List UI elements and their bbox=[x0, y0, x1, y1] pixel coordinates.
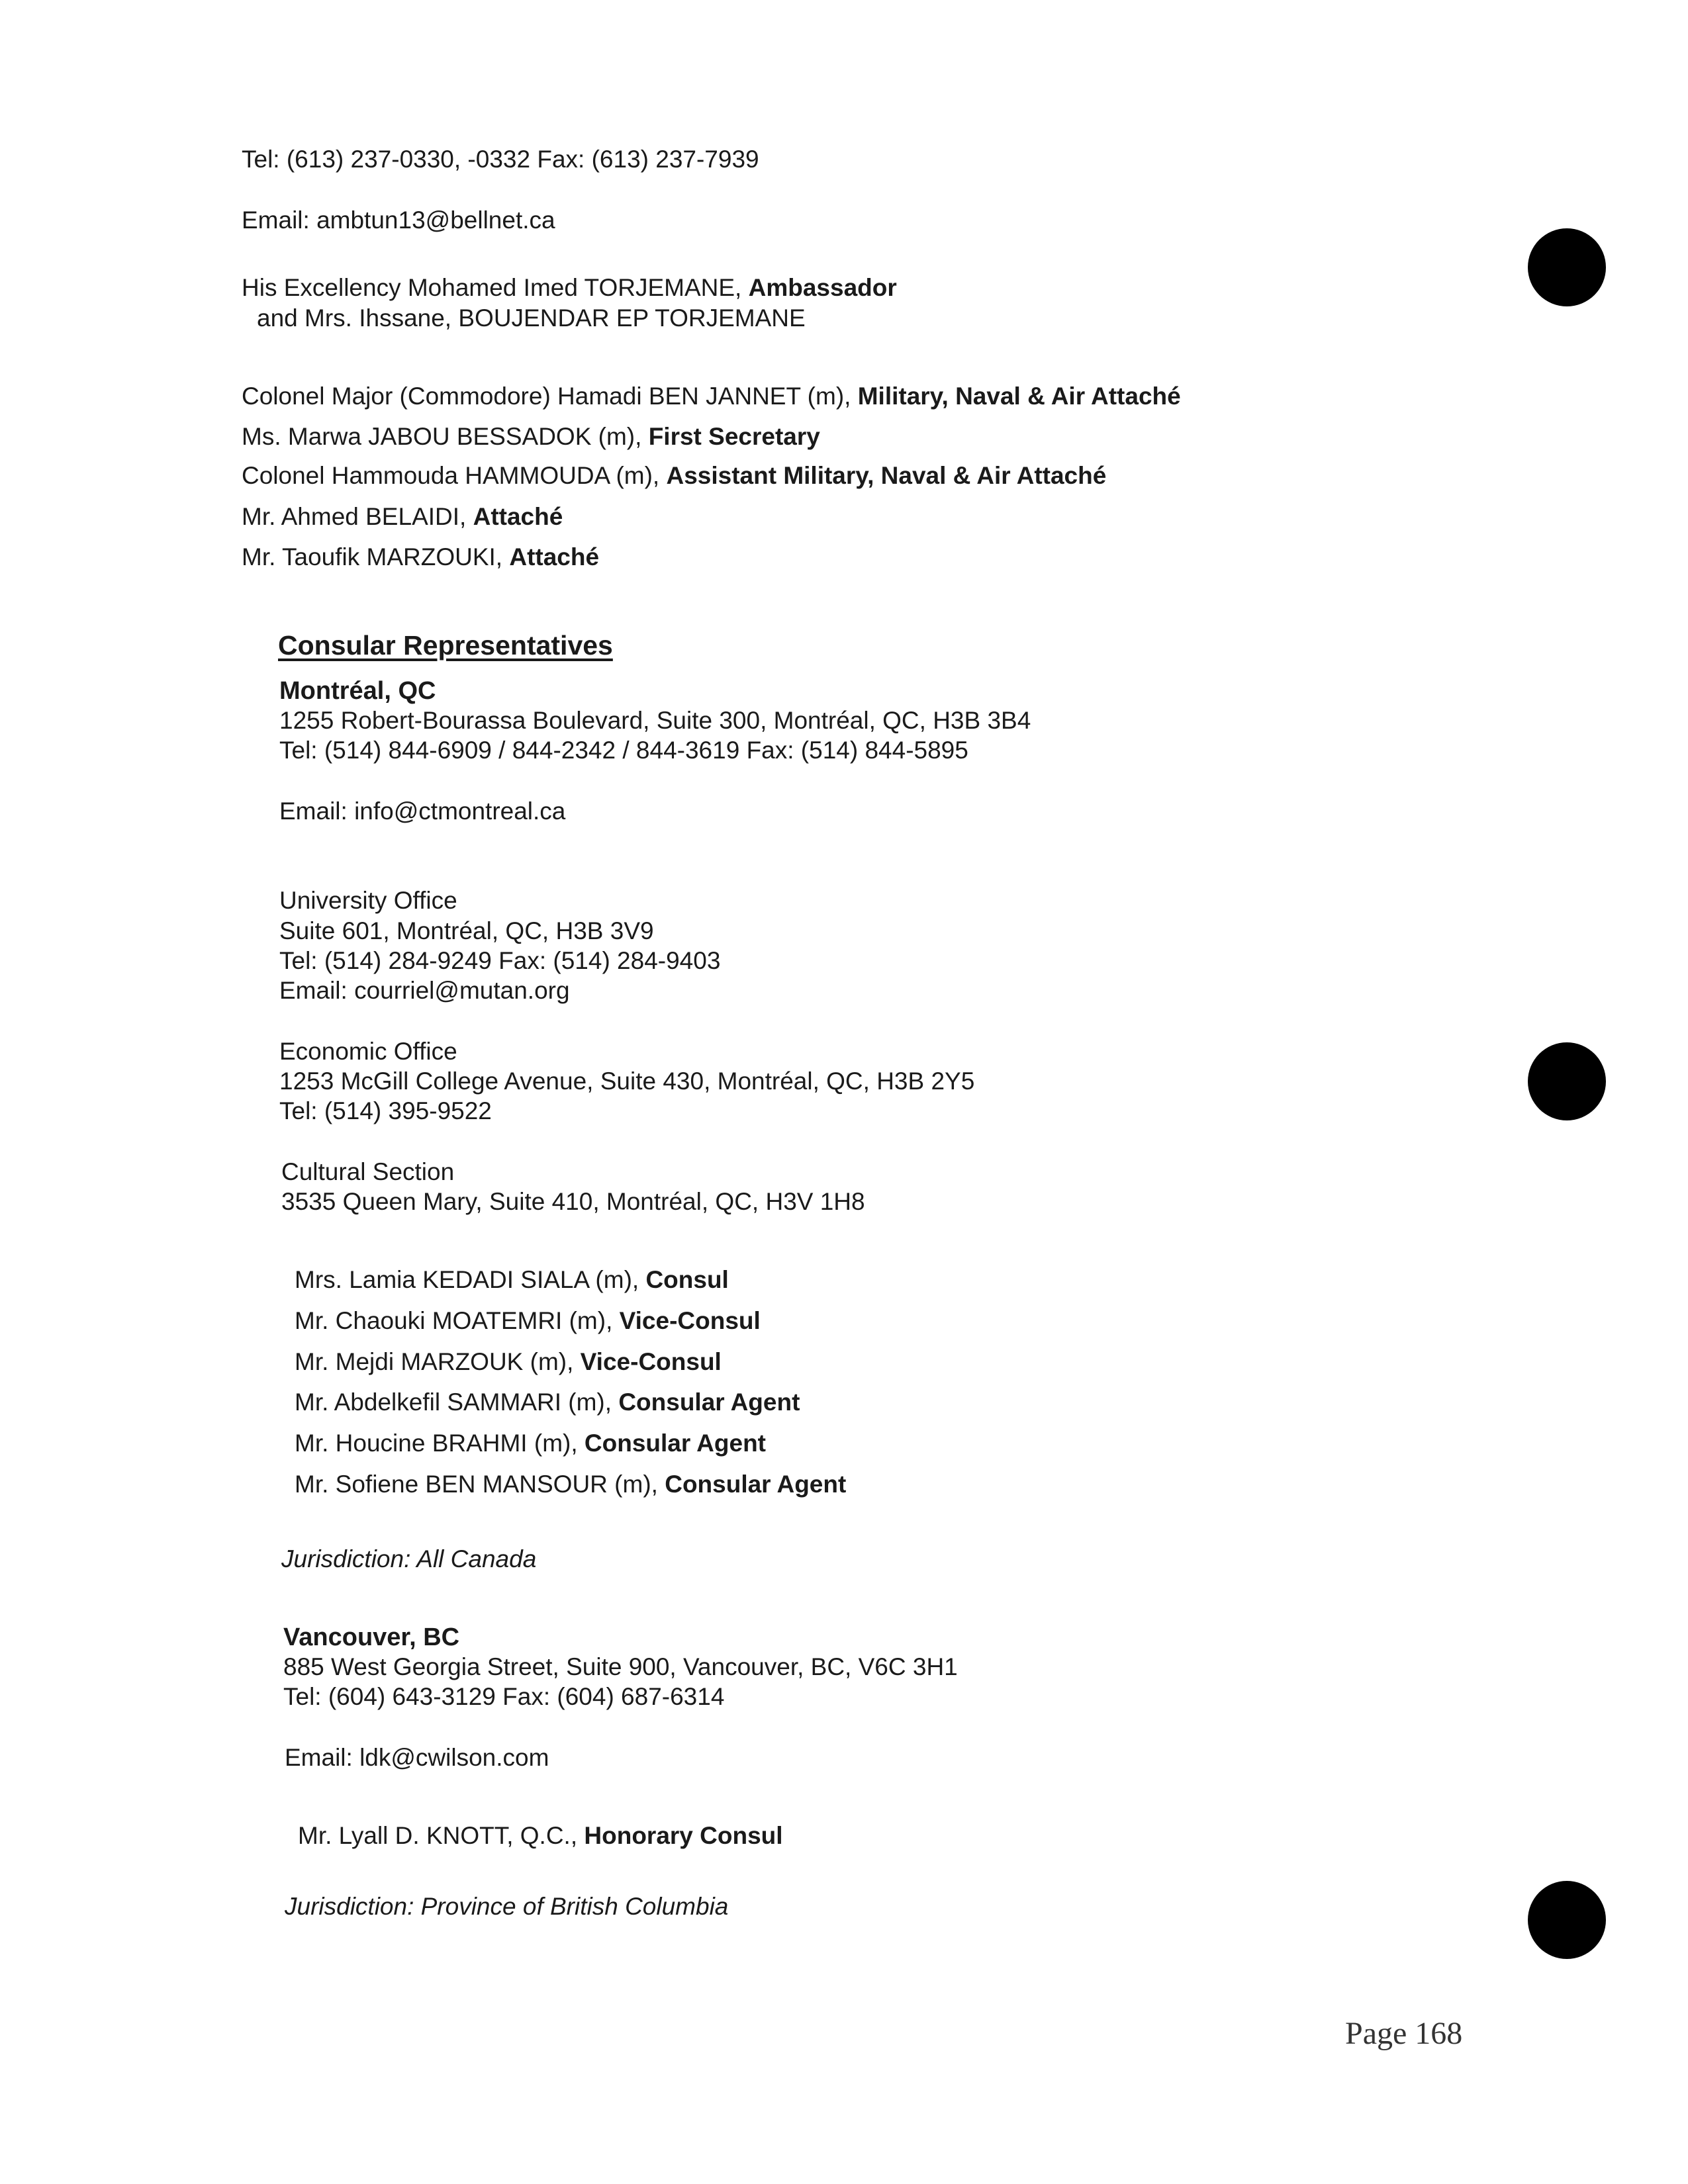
embassy-staff-line: Mr. Ahmed BELAIDI, Attaché bbox=[242, 503, 563, 530]
ambassador-title: Ambassador bbox=[748, 274, 897, 301]
vancouver-address: 885 West Georgia Street, Suite 900, Vancouver, BC, V6C 3H1 bbox=[283, 1653, 958, 1680]
punch-hole-top bbox=[1528, 228, 1606, 306]
montreal-staff-line: Mr. Houcine BRAHMI (m), Consular Agent bbox=[295, 1430, 766, 1457]
montreal-staff-line: Mr. Sofiene BEN MANSOUR (m), Consular Agent bbox=[295, 1471, 847, 1498]
embassy-email: Email: ambtun13@bellnet.ca bbox=[242, 206, 555, 234]
punch-hole-bottom bbox=[1528, 1881, 1606, 1959]
montreal-city: Montréal, QC bbox=[279, 677, 436, 705]
embassy-staff-line: Mr. Taoufik MARZOUKI, Attaché bbox=[242, 543, 600, 570]
embassy-tel: Tel: (613) 237-0330, -0332 Fax: (613) 237-7939 bbox=[242, 146, 759, 173]
embassy-staff-line: Colonel Hammouda HAMMOUDA (m), Assistant Military, Naval & Air Attaché bbox=[242, 462, 1107, 489]
cultural-section-address: 3535 Queen Mary, Suite 410, Montréal, QC, H3V 1H8 bbox=[281, 1188, 865, 1215]
university-office-name: University Office bbox=[279, 887, 457, 914]
vancouver-jurisdiction: Jurisdiction: Province of British Columbia bbox=[285, 1893, 729, 1920]
vancouver-email: Email: ldk@cwilson.com bbox=[285, 1744, 549, 1771]
page-number: Page 168 bbox=[1345, 2016, 1463, 2051]
embassy-staff-line: Colonel Major (Commodore) Hamadi BEN JANNET (m), Military, Naval & Air Attaché bbox=[242, 383, 1181, 410]
economic-office-name: Economic Office bbox=[279, 1038, 457, 1065]
ambassador-spouse: and Mrs. Ihssane, BOUJENDAR EP TORJEMANE bbox=[257, 304, 806, 332]
economic-office-tel: Tel: (514) 395-9522 bbox=[279, 1097, 492, 1124]
university-office-tel: Tel: (514) 284-9249 Fax: (514) 284-9403 bbox=[279, 947, 721, 974]
montreal-jurisdiction: Jurisdiction: All Canada bbox=[281, 1545, 537, 1572]
embassy-staff-line: Ms. Marwa JABOU BESSADOK (m), First Secretary bbox=[242, 423, 820, 450]
montreal-email: Email: info@ctmontreal.ca bbox=[279, 797, 566, 825]
montreal-staff-line: Mrs. Lamia KEDADI SIALA (m), Consul bbox=[295, 1266, 729, 1293]
montreal-staff-line: Mr. Mejdi MARZOUK (m), Vice-Consul bbox=[295, 1348, 722, 1375]
consular-heading: Consular Representatives bbox=[278, 630, 613, 660]
cultural-section-name: Cultural Section bbox=[281, 1158, 455, 1185]
vancouver-tel: Tel: (604) 643-3129 Fax: (604) 687-6314 bbox=[283, 1683, 725, 1710]
ambassador-name: His Excellency Mohamed Imed TORJEMANE, bbox=[242, 274, 749, 301]
montreal-tel: Tel: (514) 844-6909 / 844-2342 / 844-3619 Fax: (514) 844-5895 bbox=[279, 737, 968, 764]
university-office-email: Email: courriel@mutan.org bbox=[279, 977, 570, 1004]
montreal-staff-line: Mr. Chaouki MOATEMRI (m), Vice-Consul bbox=[295, 1307, 761, 1334]
ambassador-line bbox=[242, 275, 897, 300]
vancouver-city: Vancouver, BC bbox=[283, 1623, 460, 1651]
montreal-address: 1255 Robert-Bourassa Boulevard, Suite 300, Montréal, QC, H3B 3B4 bbox=[279, 707, 1031, 734]
university-office-address: Suite 601, Montréal, QC, H3B 3V9 bbox=[279, 917, 654, 944]
punch-hole-middle bbox=[1528, 1042, 1606, 1120]
montreal-staff-line: Mr. Abdelkefil SAMMARI (m), Consular Agent bbox=[295, 1388, 800, 1416]
economic-office-address: 1253 McGill College Avenue, Suite 430, Montréal, QC, H3B 2Y5 bbox=[279, 1068, 975, 1095]
vancouver-consul-line: Mr. Lyall D. KNOTT, Q.C., Honorary Consul bbox=[298, 1822, 783, 1849]
